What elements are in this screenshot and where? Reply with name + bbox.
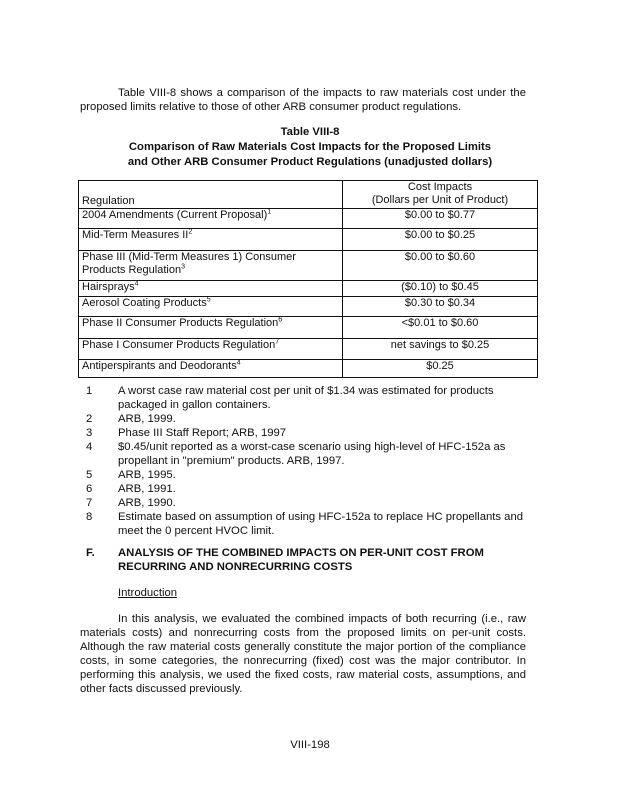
table-row: [79, 339, 538, 360]
footnote-ref: 1: [267, 208, 272, 216]
table-row: [79, 317, 538, 339]
table-row: [79, 297, 538, 317]
footnote-text: ARB, 1990.: [118, 497, 176, 509]
regulation-name: 2004 Amendments (Current Proposal): [82, 209, 268, 221]
footnote-text: Phase III Staff Report; ARB, 1997: [118, 427, 287, 439]
cost-cell: $0.00 to $0.25: [343, 229, 538, 251]
table-row: [79, 360, 538, 378]
footnote: [86, 440, 536, 468]
page-number: VIII-198: [290, 739, 330, 751]
footnote-number: 4: [86, 441, 93, 453]
footnote-ref: 4: [134, 280, 139, 288]
footnote-ref: 3: [181, 263, 185, 271]
footnote-number: 3: [86, 427, 93, 439]
regulation-cell: [79, 339, 343, 360]
subheading-introduction: Introduction: [118, 587, 178, 599]
regulation-cell: [79, 297, 343, 317]
footnote-text: Estimate based on assumption of using HFC-152a to replace HC propellants and meet the 0 percent HVOC limit.: [118, 511, 524, 537]
regulation-cell: [79, 281, 343, 297]
body-paragraph: In this analysis, we evaluated the combined impacts of both recurring (i.e., raw materials costs) and nonrecurring costs from the proposed limits on per-unit costs. Although the raw material costs generally constitute the major portion of the compliance costs, in some categories, the nonrecurring (fixed) cost was the major contributor. In performing this analysis, we used the fixed costs, raw material costs, assumptions, and other facts discussed previously.: [80, 613, 526, 695]
footnote-number: 1: [86, 385, 93, 397]
footnote: [86, 482, 536, 496]
cost-cell: ($0.10) to $0.45: [343, 281, 538, 297]
footnote-text: ARB, 1999.: [118, 413, 176, 425]
footnote-text: ARB, 1995.: [118, 469, 176, 481]
regulation-name: Mid-Term Measures II: [82, 229, 189, 241]
table-row: [79, 209, 538, 229]
section-letter: F.: [86, 547, 95, 559]
cost-cell: $0.00 to $0.77: [343, 209, 538, 229]
footnote-number: 8: [86, 511, 93, 523]
table-title-line2: and Other ARB Consumer Product Regulations (unadjusted dollars): [127, 156, 493, 168]
footnotes: [86, 384, 536, 538]
table-row: [79, 251, 538, 281]
footnote-ref: 4: [236, 359, 241, 367]
footnote: [86, 510, 536, 538]
regulation-name: Phase I Consumer Products Regulation: [82, 339, 276, 351]
regulation-name: Phase III (Mid-Term Measures 1) Consumer Products Regulation: [82, 251, 296, 276]
table-header-row: [79, 181, 538, 209]
footnote-ref: 5: [206, 296, 211, 304]
regulation-cell: [79, 251, 343, 281]
table-row: [79, 229, 538, 251]
footnote: [86, 384, 536, 412]
regulation-name: Phase II Consumer Products Regulation: [82, 317, 279, 329]
cost-cell: net savings to $0.25: [343, 339, 538, 360]
header-cost-line2: (Dollars per Unit of Product): [371, 194, 509, 206]
footnote: [86, 468, 536, 482]
header-regulation: Regulation: [79, 181, 343, 209]
regulation-cell: [79, 229, 343, 251]
cost-impacts-table: [78, 180, 538, 378]
footnote: [86, 496, 536, 510]
cost-cell: <$0.01 to $0.60: [343, 317, 538, 339]
footnote-ref: 2: [188, 228, 193, 236]
regulation-name: Antiperspirants and Deodorants: [82, 360, 237, 372]
footnote-text: ARB, 1991.: [118, 483, 176, 495]
header-cost-line1: Cost Impacts: [407, 181, 473, 193]
regulation-name: Aerosol Coating Products: [82, 297, 207, 309]
header-cost: [343, 181, 538, 209]
regulation-cell: [79, 317, 343, 339]
cost-cell: $0.25: [343, 360, 538, 378]
footnote-text: $0.45/unit reported as a worst-case scenario using high-level of HFC-152a as propellant in "premium" products. ARB, 1997.: [118, 441, 506, 467]
footnote-number: 7: [86, 497, 93, 509]
table-title-line1: Comparison of Raw Materials Cost Impacts for the Proposed Limits: [128, 141, 492, 153]
regulation-cell: [79, 360, 343, 378]
intro-paragraph: Table VIII-8 shows a comparison of the impacts to raw materials cost under the proposed limits relative to those of other ARB consumer product regulations.: [80, 87, 526, 113]
section-title: ANALYSIS OF THE COMBINED IMPACTS ON PER-UNIT COST FROM RECURRING AND NONRECURRING COSTS: [118, 547, 484, 573]
regulation-name: Hairsprays: [82, 281, 135, 293]
footnote: [86, 412, 536, 426]
footnote-ref: 7: [275, 338, 280, 346]
footnote-number: 6: [86, 483, 93, 495]
regulation-cell: [79, 209, 343, 229]
footnote-text: A worst case raw material cost per unit of $1.34 was estimated for products packaged in gallon containers.: [118, 385, 494, 411]
footnote-ref: 6: [278, 316, 283, 324]
table-row: [79, 281, 538, 297]
footnote: [86, 426, 536, 440]
cost-cell: $0.00 to $0.60: [343, 251, 538, 281]
footnote-number: 2: [86, 413, 93, 425]
footnote-number: 5: [86, 469, 93, 481]
cost-cell: $0.30 to $0.34: [343, 297, 538, 317]
table-number: Table VIII-8: [280, 126, 340, 138]
